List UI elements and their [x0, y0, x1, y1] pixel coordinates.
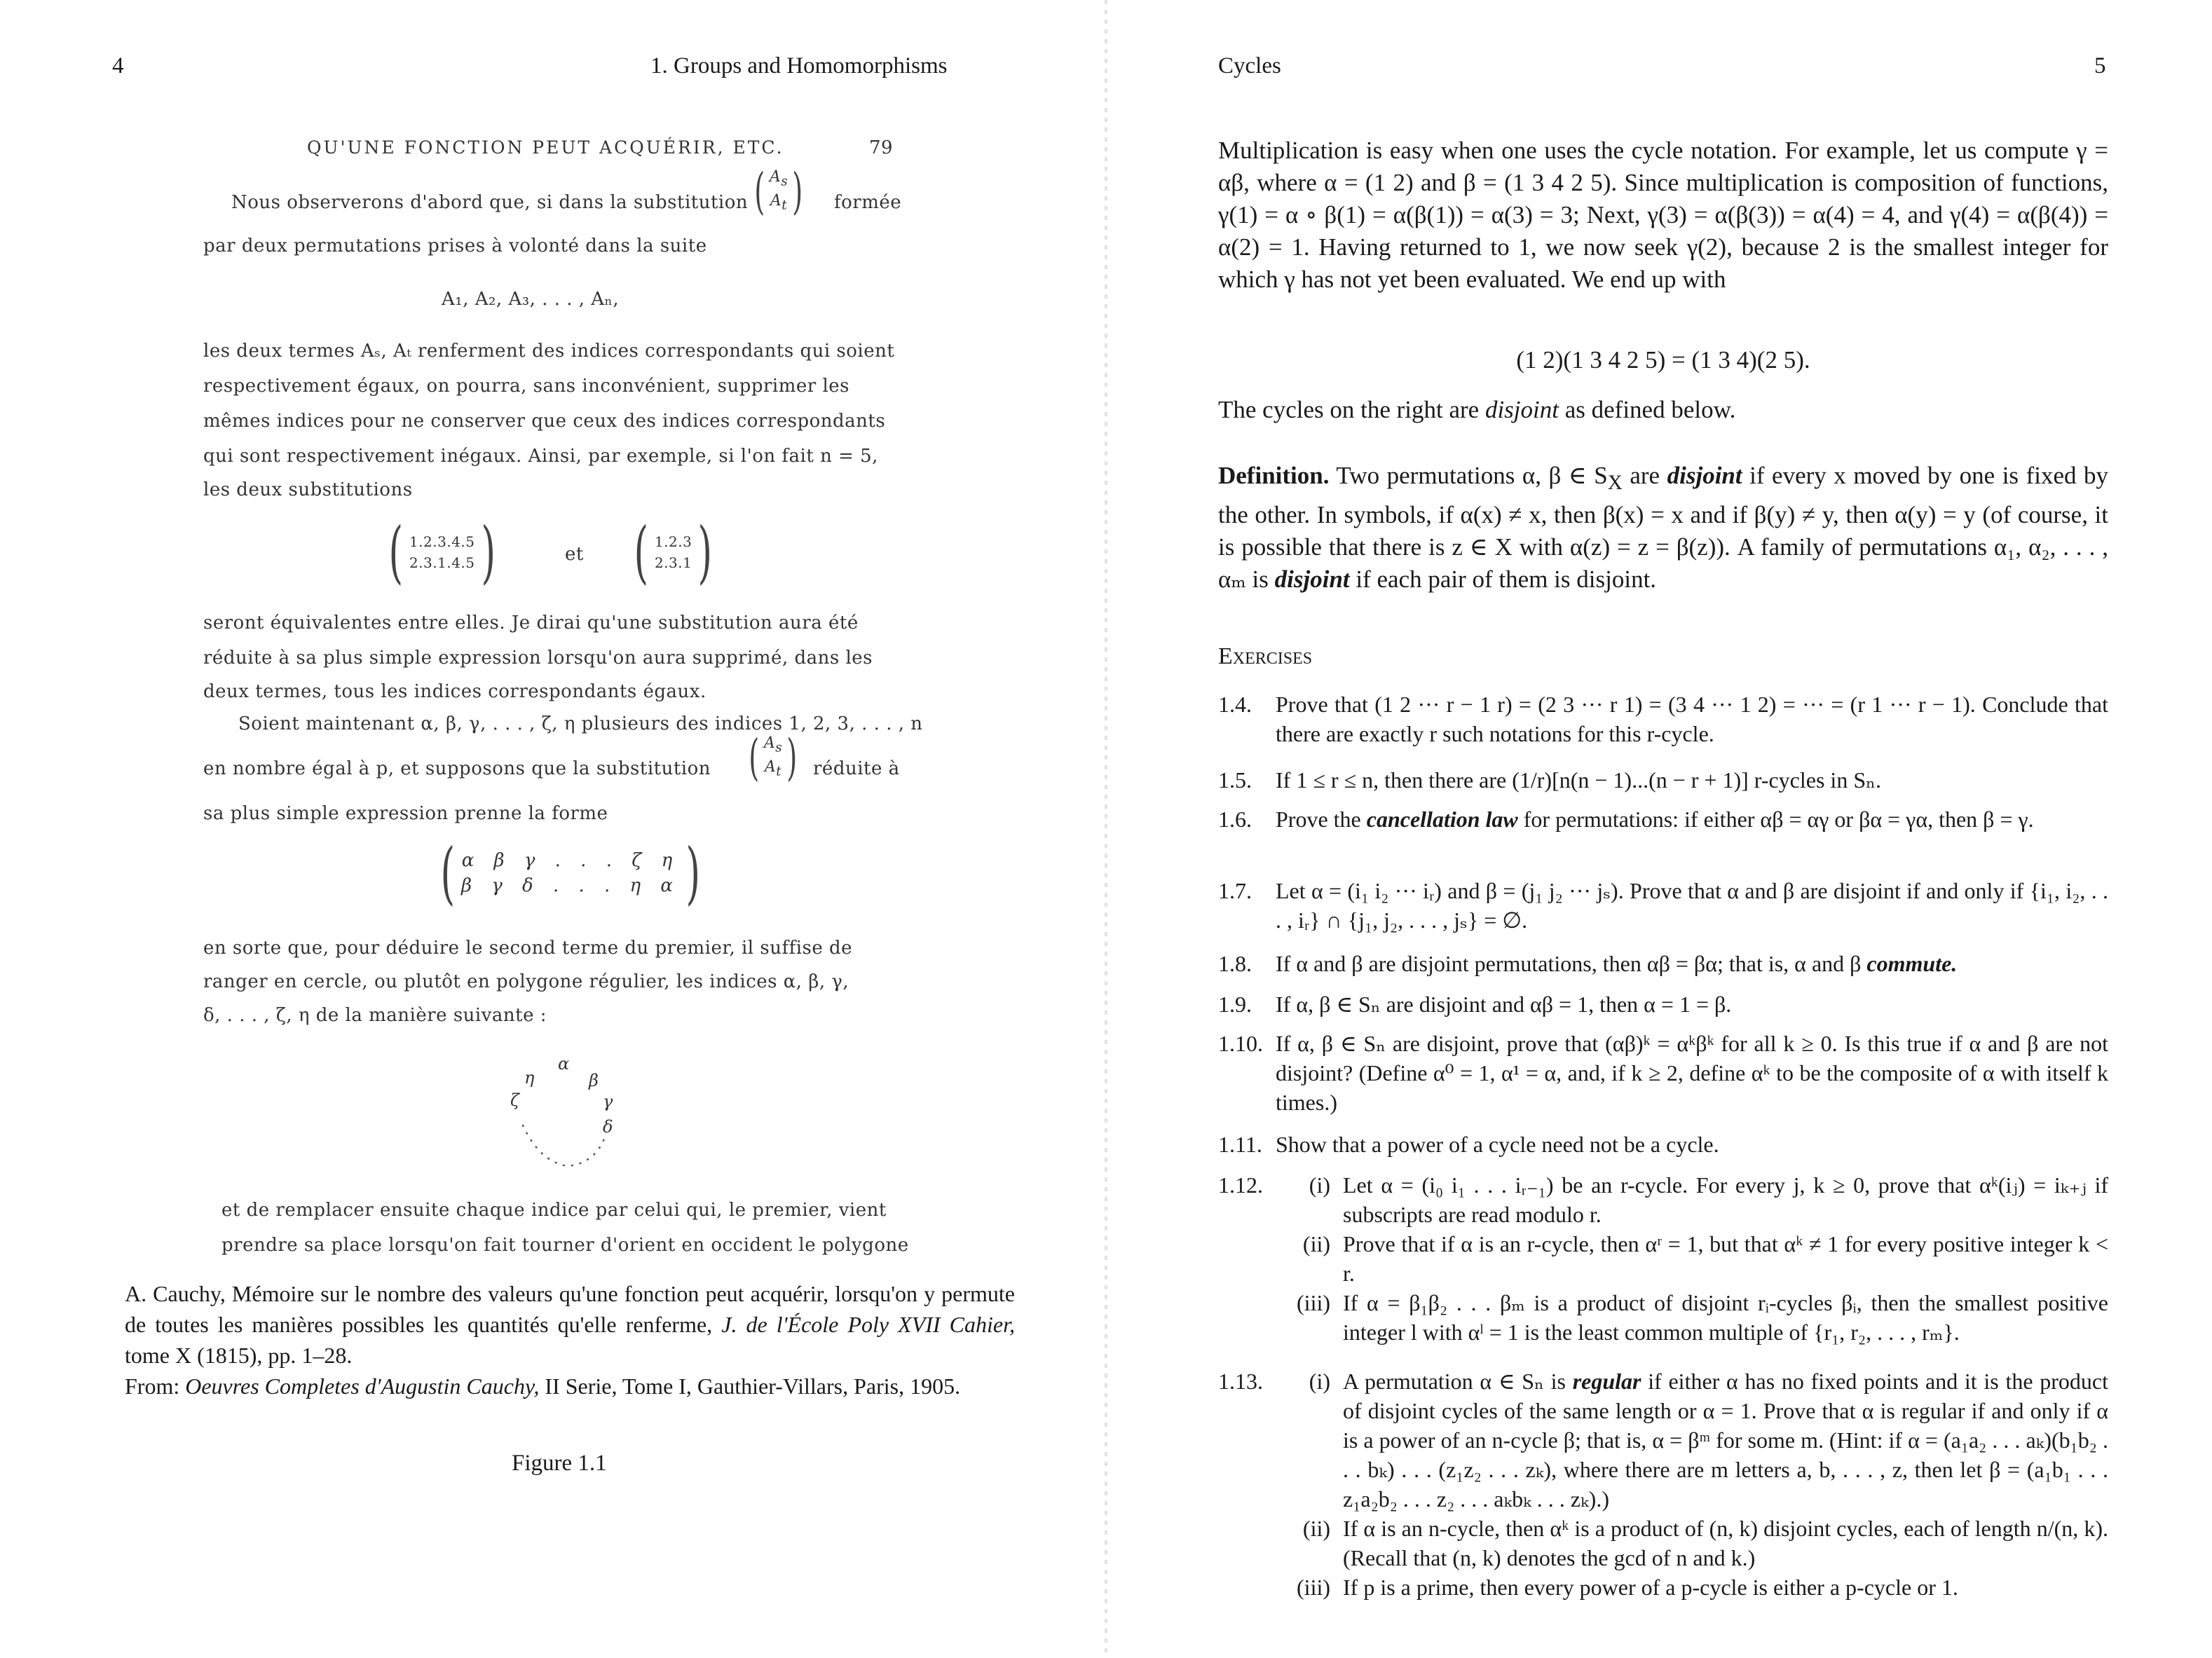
facsimile-p1-a: Nous observerons d'abord que, si dans la substitution: [231, 192, 749, 213]
facsimile-p2-line: respectivement égaux, on pourra, sans inconvénient, supprimer les: [203, 376, 850, 397]
figure-caption: [125, 1278, 1015, 1402]
figure-label: Figure 1.1: [512, 1451, 607, 1476]
exercise-part: [1276, 1229, 2108, 1288]
exercise-1-8: [1218, 949, 2108, 978]
facsimile-p3-line: seront équivalentes entre elles. Je dirai qu'une substitution aura été: [203, 612, 859, 633]
cycle-product-equation: (1 2)(1 3 4 2 5) = (1 3 4)(2 5).: [1516, 346, 1810, 374]
caption-from-label: From:: [125, 1373, 180, 1399]
exercise-number: 1.11.: [1218, 1132, 1262, 1157]
facsimile-p4-a: Soient maintenant α, β, γ, . . . , ζ, η plusieurs des indices 1, 2, 3, . . . , n: [238, 713, 923, 734]
frac-bottom: A: [770, 192, 782, 210]
exercise-part: [1276, 1366, 2108, 1514]
exercise-number: 1.9.: [1218, 992, 1252, 1017]
facsimile-p4-d: sa plus simple expression prenne la forme: [203, 803, 608, 824]
facsimile-p5-line: ranger en cercle, ou plutôt en polygone régulier, les indices α, β, γ,: [203, 971, 849, 992]
part-text: [1343, 1366, 2108, 1514]
running-head-left: 1. Groups and Homomorphisms: [650, 53, 948, 78]
circle-delta: δ: [603, 1117, 613, 1137]
frac-bottom-sub: t: [776, 764, 782, 779]
exercise-text: Show that a power of a cycle need not be a cycle.: [1276, 1132, 1719, 1157]
right-paren: ): [792, 163, 803, 220]
circle-beta: β: [589, 1071, 599, 1090]
part-text: If p is a prime, then every power of a p-cycle is either a p-cycle or 1.: [1343, 1575, 1958, 1600]
right-paren: ): [481, 513, 496, 591]
left-paren: (: [749, 729, 760, 786]
facsimile-p3-line: deux termes, tous les indices correspondants égaux.: [203, 681, 706, 702]
substitution-example-1: [383, 513, 501, 591]
caption-text: A. Cauchy, Mémoire sur le nombre des valeurs qu'une fonction peut acquérir, lorsqu'on y permute de toutes les manières possibles les quantités qu'elle renferme,: [125, 1281, 1015, 1337]
facsimile-p5-line: δ, . . . , ζ, η de la manière suivante :: [203, 1005, 547, 1026]
cycle-bottom: β γ δ . . . η α: [460, 875, 680, 896]
facsimile-p2-line: mêmes indices pour ne conserver que ceux des indices correspondants: [203, 411, 886, 432]
frac-top-sub: s: [781, 174, 788, 189]
exercise-number: 1.12.: [1218, 1172, 1263, 1198]
definition-text: Two permutations α, β ∈ S: [1336, 462, 1608, 489]
exercise-1-6: [1218, 804, 2108, 834]
exercise-text: If α, β ∈ Sₙ are disjoint and αβ = 1, then α = 1 = β.: [1276, 992, 1732, 1017]
left-paren: (: [440, 834, 456, 912]
running-head-right: Cycles: [1218, 53, 1281, 78]
sub1-top: 1.2.3.4.5: [409, 533, 475, 550]
exercise-text-part: for permutations: if either αβ = αγ or βα = γα, then β = γ.: [1523, 807, 2034, 832]
exercise-text: [1276, 804, 2108, 834]
exercise-number: 1.13.: [1218, 1369, 1263, 1394]
remark-em: disjoint: [1484, 396, 1559, 423]
definition-paragraph: [1218, 460, 2108, 596]
exercise-text-part: Prove the: [1276, 807, 1361, 832]
sub2-bottom: 2.3.1: [654, 554, 692, 571]
right-paren: ): [697, 513, 713, 591]
exercise-1-5: [1218, 765, 2108, 795]
facsimile-p1-c: par deux permutations prises à volonté dans la suite: [203, 235, 707, 256]
facsimile-p2-line: qui sont respectivement inégaux. Ainsi, par exemple, si l'on fait n = 5,: [203, 446, 878, 467]
exercise-part: [1276, 1573, 2108, 1602]
frac-bottom: A: [764, 758, 777, 776]
facsimile-p4-c: réduite à: [813, 758, 900, 779]
exercise-number: 1.8.: [1218, 951, 1252, 976]
exercise-term: cancellation law: [1366, 807, 1518, 832]
remark-text-end: as defined below.: [1564, 396, 1736, 423]
frac-top: A: [769, 167, 781, 186]
facsimile-p6-line: prendre sa place lorsqu'on fait tourner d'orient en occident le polygone: [221, 1235, 909, 1256]
part-term: regular: [1572, 1369, 1641, 1394]
substitution-as-at-2: [744, 729, 802, 786]
remark-text: The cycles on the right are: [1218, 396, 1480, 423]
facsimile-page-number: 79: [869, 137, 894, 158]
part-label: (i): [1309, 1172, 1330, 1198]
facsimile-sequence: A₁, A₂, A₃, . . . , Aₙ,: [442, 289, 620, 310]
facsimile-et: et: [565, 544, 584, 565]
definition-text: if every x moved by one is fixed by the other. In symbols, if α(x) ≠ x, then β(x) = x and if β(y) ≠ y, then α(y) = y (of course, it is possible that there is z ∈ X with α(z) = z = β(z)). A family of permutations α₁, α₂, . . . , αₘ is: [1218, 462, 2109, 593]
exercise-number: 1.6.: [1218, 807, 1252, 832]
exercise-part: [1276, 1514, 2108, 1573]
definition-label: Definition.: [1218, 462, 1330, 489]
exercise-text: If 1 ≤ r ≤ n, then there are (1/r)[n(n − 1)...(n − r + 1)] r-cycles in Sₙ.: [1276, 767, 1881, 793]
exercise-part: [1276, 1170, 2108, 1229]
part-label: (i): [1309, 1369, 1330, 1394]
facsimile-p3-line: réduite à sa plus simple expression lorsqu'on aura supprimé, dans les: [203, 648, 873, 669]
sub2-top: 1.2.3: [654, 533, 692, 550]
circle-eta: η: [524, 1068, 535, 1088]
left-paren: (: [634, 513, 649, 591]
part-label: (ii): [1302, 1516, 1330, 1541]
caption-journal: J. de l'École Poly XVII Cahier,: [721, 1312, 1015, 1337]
facsimile-p4-b: en nombre égal à p, et supposons que la substitution: [203, 758, 711, 779]
exercises-heading: Exercises: [1218, 643, 1313, 669]
facsimile-p2-line: les deux substitutions: [203, 479, 413, 500]
cycle-substitution: [435, 834, 706, 912]
facsimile-p2-line: les deux termes Aₛ, Aₜ renferment des indices correspondants qui soient: [203, 341, 895, 362]
definition-text: if each pair of them is disjoint.: [1356, 566, 1657, 593]
exercise-text: If α, β ∈ Sₙ are disjoint, prove that (αβ)ᵏ = αᵏβᵏ for all k ≥ 0. Is this true if α and β are not disjoint? (Define α⁰ = 1, α¹ = α, and, if k ≥ 2, define αᵏ to be the composite of α with itself k times.): [1276, 1031, 2109, 1115]
part-label: (iii): [1297, 1575, 1330, 1600]
part-text: Let α = (i₀ i₁ . . . iᵣ₋₁) be an r-cycle. For every j, k ≥ 0, prove that αᵏ(iⱼ) = iₖ₊ⱼ if subscripts are read modulo r.: [1343, 1172, 2108, 1227]
left-paren: (: [754, 163, 765, 220]
exercise-parts: [1276, 1366, 2108, 1602]
exercise-1-4: [1218, 690, 2108, 748]
substitution-example-2: [628, 513, 718, 591]
facsimile-p1-b: formée: [834, 192, 902, 213]
sub1-bottom: 2.3.1.4.5: [409, 554, 475, 571]
exercise-1-13: [1218, 1366, 2108, 1602]
exercise-part: [1276, 1288, 2108, 1347]
circle-dots: [519, 1121, 610, 1177]
exercise-1-7: [1218, 876, 2108, 935]
left-paren: (: [388, 513, 404, 591]
frac-bottom-sub: t: [781, 198, 788, 213]
definition-term: disjoint: [1274, 566, 1350, 593]
page-number-left: 4: [112, 53, 124, 78]
definition-text: are: [1630, 462, 1660, 489]
disjoint-remark: [1218, 394, 2108, 426]
part-label: (iii): [1297, 1290, 1330, 1315]
exercise-number: 1.7.: [1218, 878, 1252, 903]
part-text: If α = β₁β₂ . . . βₘ is a product of disjoint rᵢ-cycles βᵢ, then the smallest positive integer l with αˡ = 1 is the least common multiple of {r₁, r₂, . . . , rₘ}.: [1343, 1290, 2108, 1345]
part-text: If α is an n-cycle, then αᵏ is a product of (n, k) disjoint cycles, each of length n/(n, k). (Recall that (n, k) denotes the gcd of n and k.): [1343, 1516, 2108, 1570]
exercise-1-12: [1218, 1170, 2108, 1347]
circle-zeta: ζ: [510, 1090, 520, 1110]
exercise-term: commute.: [1866, 951, 1958, 976]
intro-paragraph: Multiplication is easy when one uses the cycle notation. For example, let us compute γ = αβ, where α = (1 2) and β = (1 3 4 2 5). Since multiplication is composition of functions, γ(1) = α ∘ β(1) = α(β(1)) = α(3) = 3; Next, γ(3) = α(β(3)) = α(4) = 4, and γ(4) = α(β(4)) = α(2) = 1. Having returned to 1, we now seek γ(2), because 2 is the smallest integer for which γ has not yet been evaluated. We end up with: [1218, 137, 2108, 293]
substitution-as-at: [750, 163, 807, 220]
caption-from-rest: II Serie, Tome I, Gauthier-Villars, Paris, 1905.: [545, 1373, 961, 1399]
part-text-a: A permutation α ∈ Sₙ is: [1343, 1369, 1566, 1394]
page-number-right: 5: [2094, 53, 2106, 78]
cycle-top: α β γ . . . ζ η: [461, 850, 680, 871]
exercise-text-part: If α and β are disjoint permutations, then αβ = βα; that is, α and β: [1276, 951, 1862, 976]
definition-sub: X: [1607, 472, 1623, 494]
facsimile-p5-line: en sorte que, pour déduire le second terme du premier, il suffise de: [203, 938, 853, 959]
frac-top: A: [763, 734, 776, 752]
facsimile-p6-line: et de remplacer ensuite chaque indice par celui qui, le premier, vient: [221, 1200, 887, 1221]
right-paren: ): [685, 834, 701, 912]
frac-top-sub: s: [775, 740, 783, 755]
exercise-text: [1276, 949, 2108, 978]
caption-pages: tome X (1815), pp. 1–28.: [125, 1343, 353, 1368]
exercise-text: Let α = (i₁ i₂ ··· iᵣ) and β = (j₁ j₂ ··· jₛ). Prove that α and β are disjoint if and only if {i₁, i₂, . . . , iᵣ} ∩ {j₁, j₂, . . . , jₛ} = ∅.: [1276, 878, 2108, 933]
exercise-number: 1.10.: [1218, 1031, 1263, 1056]
right-paren: ): [786, 729, 798, 786]
exercise-1-9: [1218, 989, 2108, 1019]
part-text-b: if either α has no fixed points and it is the product of disjoint cycles of the same length or α = 1. Prove that α is regular if and only if α is a power of an n-cycle β; that is, α = βᵐ for some m. (Hint: if α = (a₁a₂ . . . aₖ)(b₁b₂ . . . bₖ) . . . (z₁z₂ . . . zₖ), where there are m letters a, b, . . . , z, then let β = (a₁b₁ . . . z₁a₂b₂ . . . z₂ . . . aₖbₖ . . . zₖ).): [1343, 1369, 2109, 1512]
exercise-number: 1.5.: [1218, 767, 1252, 793]
exercise-1-11: [1218, 1130, 2108, 1159]
definition-term: disjoint: [1667, 462, 1742, 489]
part-text: Prove that if α is an r-cycle, then αʳ = 1, but that αᵏ ≠ 1 for every positive integer k < r.: [1343, 1231, 2108, 1286]
caption-from-title: Oeuvres Completes d'Augustin Cauchy,: [185, 1373, 540, 1399]
facsimile-header: QU'UNE FONCTION PEUT ACQUÉRIR, ETC.: [307, 137, 784, 158]
exercise-number: 1.4.: [1218, 692, 1252, 717]
exercise-text: Prove that (1 2 ··· r − 1 r) = (2 3 ··· r 1) = (3 4 ··· 1 2) = ··· = (r 1 ··· r − 1). Conclude that there are exactly r such notations for this r-cycle.: [1276, 692, 2108, 746]
circle-alpha: α: [558, 1054, 570, 1074]
circle-gamma: γ: [603, 1092, 613, 1111]
exercise-1-10: [1218, 1029, 2108, 1117]
part-label: (ii): [1302, 1231, 1330, 1256]
exercise-parts: [1276, 1170, 2108, 1347]
